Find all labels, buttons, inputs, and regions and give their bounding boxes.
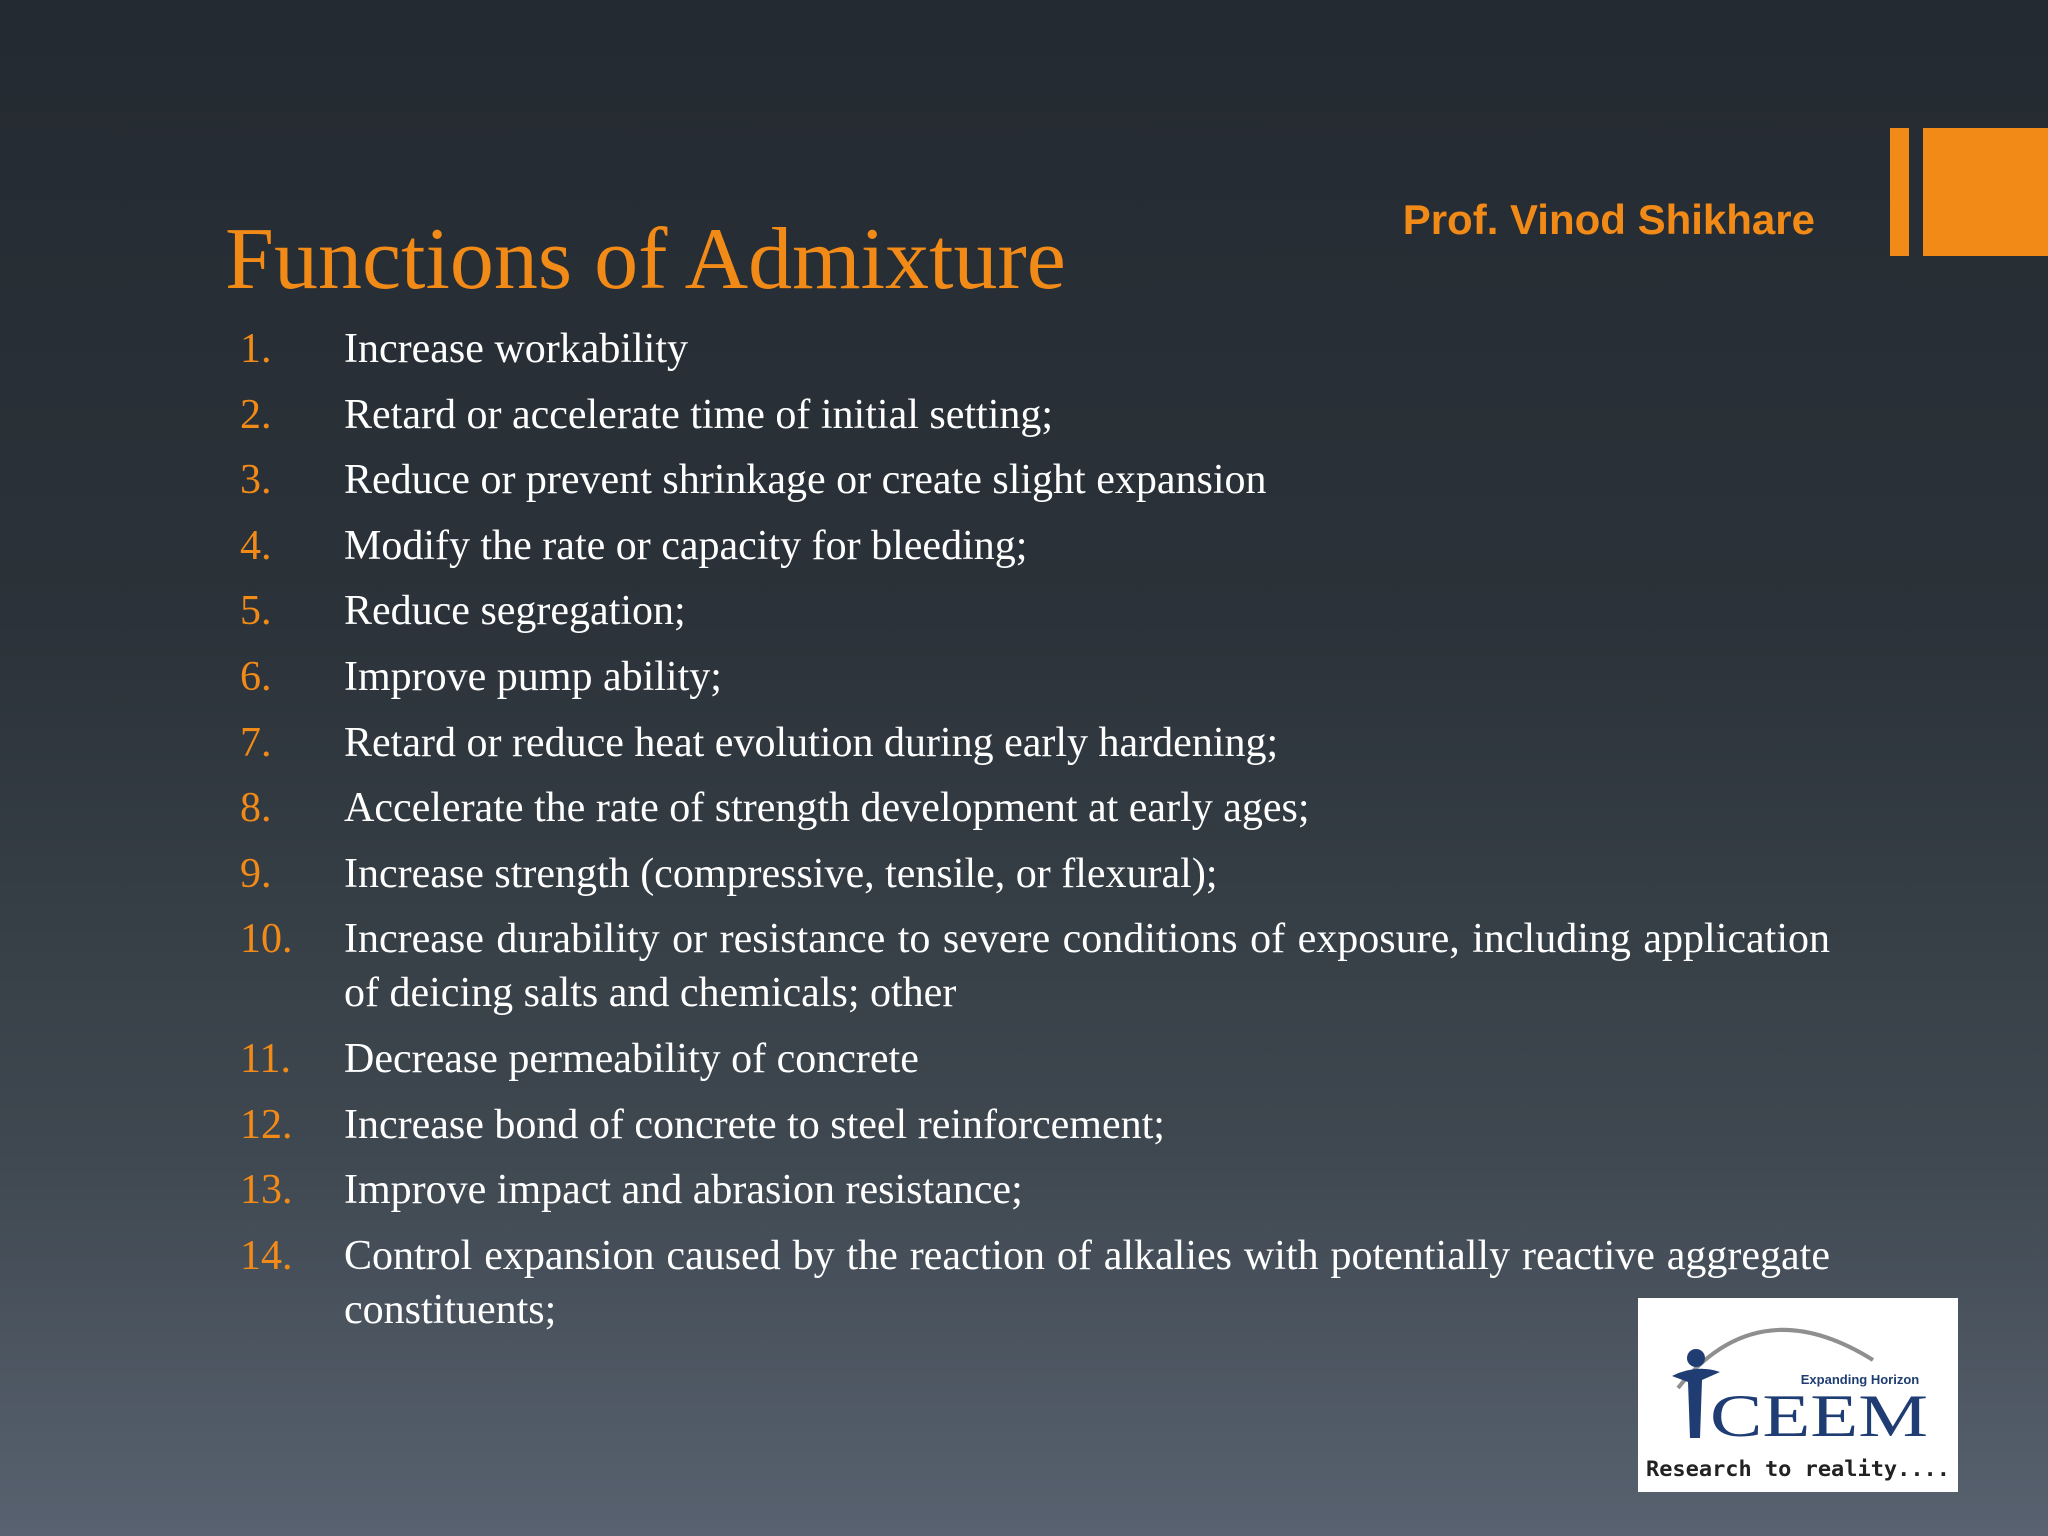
list-item bbox=[240, 453, 1830, 507]
list-item-number: 12. bbox=[240, 1101, 293, 1148]
list-item-text: Modify the rate or capacity for bleeding; bbox=[344, 522, 1028, 569]
list-item bbox=[240, 1163, 1830, 1217]
list-item bbox=[240, 847, 1830, 901]
list-item-number: 10. bbox=[240, 916, 293, 963]
list-item-number: 4. bbox=[240, 522, 272, 569]
list-item-number: 13. bbox=[240, 1167, 293, 1214]
list-item-text: Improve impact and abrasion resistance; bbox=[344, 1167, 1023, 1214]
list-item bbox=[240, 650, 1830, 704]
list-item-number: 2. bbox=[240, 391, 272, 438]
list-item-text: Reduce or prevent shrinkage or create slight expansion bbox=[344, 457, 1267, 504]
logo-tagline-bottom: Research to reality.... bbox=[1646, 1457, 1950, 1481]
list-item-number: 3. bbox=[240, 457, 272, 504]
logo-tagline-top: Expanding Horizon bbox=[1800, 1372, 1920, 1387]
list-item-text: Increase strength (compressive, tensile, or flexural); bbox=[344, 850, 1218, 897]
list-item-text: Increase durability or resistance to severe conditions of exposure, including application of deicing salts and chemicals; other bbox=[344, 916, 1830, 1017]
list-item bbox=[240, 584, 1830, 638]
list-item-text: Retard or accelerate time of initial setting; bbox=[344, 391, 1054, 438]
list-item-number: 5. bbox=[240, 588, 272, 635]
list-item-number: 9. bbox=[240, 850, 272, 897]
list-item bbox=[240, 1229, 1830, 1337]
list-item-number: 1. bbox=[240, 326, 272, 372]
accent-bar-thick bbox=[1923, 128, 2048, 256]
list-item-text: Retard or reduce heat evolution during early hardening; bbox=[344, 719, 1279, 766]
list-item-text: Accelerate the rate of strength development at early ages; bbox=[344, 785, 1310, 832]
accent-bar-thin bbox=[1890, 128, 1909, 256]
list-item bbox=[240, 1098, 1830, 1152]
iceem-logo-icon bbox=[1638, 1298, 1958, 1492]
functions-list bbox=[240, 322, 1830, 1348]
list-item-number: 11. bbox=[240, 1035, 291, 1082]
list-item bbox=[240, 322, 1830, 376]
slide-title: Functions of Admixture bbox=[225, 211, 1066, 308]
list-item bbox=[240, 519, 1830, 573]
list-item bbox=[240, 388, 1830, 442]
list-item-text: Reduce segregation; bbox=[344, 588, 686, 635]
list-item-text: Decrease permeability of concrete bbox=[344, 1035, 919, 1082]
author-name: Prof. Vinod Shikhare bbox=[1402, 196, 1815, 243]
list-item-text: Increase workability bbox=[344, 326, 689, 372]
list-item bbox=[240, 781, 1830, 835]
logo-graphic bbox=[1638, 1298, 1958, 1492]
list-item bbox=[240, 912, 1830, 1020]
list-item-number: 8. bbox=[240, 785, 272, 832]
list-item-number: 14. bbox=[240, 1232, 293, 1279]
list-item-number: 6. bbox=[240, 653, 272, 700]
list-item-text: Control expansion caused by the reaction of alkalies with potentially reactive aggregate constituents; bbox=[344, 1232, 1830, 1333]
list-item bbox=[240, 716, 1830, 770]
list-item-text: Increase bond of concrete to steel reinforcement; bbox=[344, 1101, 1165, 1148]
list-item-number: 7. bbox=[240, 719, 272, 766]
list-item-text: Improve pump ability; bbox=[344, 653, 722, 700]
logo-brand: CEEM bbox=[1710, 1383, 1928, 1449]
list-item bbox=[240, 1032, 1830, 1086]
